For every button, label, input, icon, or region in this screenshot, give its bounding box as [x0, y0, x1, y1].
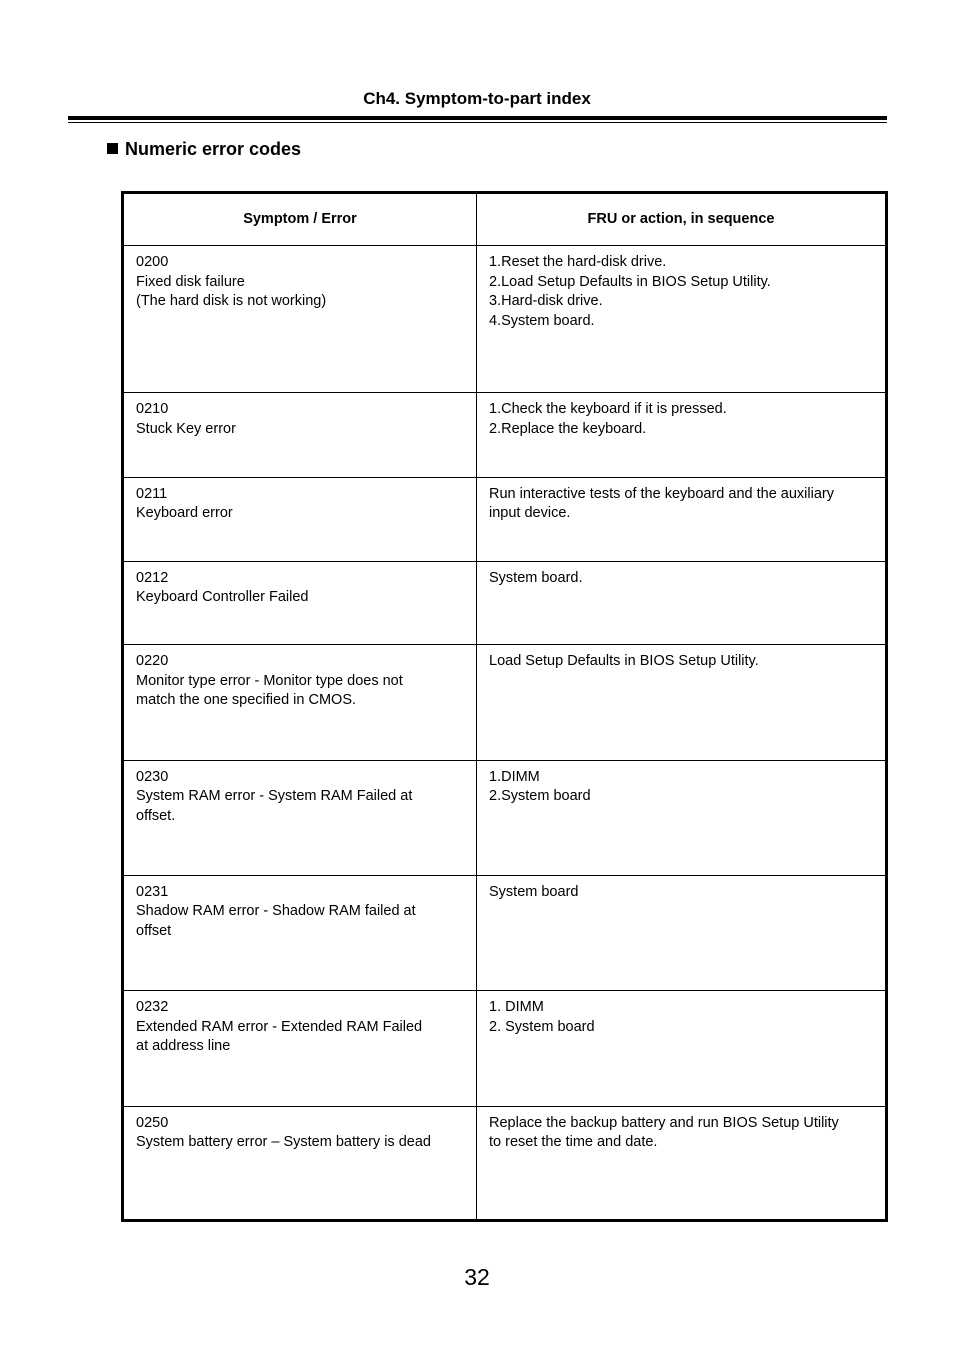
error-codes-table [121, 191, 888, 1222]
error-code: 0200 [136, 254, 169, 270]
column-header-symptom: Symptom / Error [123, 193, 477, 246]
action-cell [477, 760, 887, 875]
column-header-action: FRU or action, in sequence [477, 193, 887, 246]
action-text: Load Setup Defaults in BIOS Setup Utility. [489, 653, 759, 670]
error-code: 0210 [136, 401, 169, 418]
action-text: 1.DIMM [489, 768, 540, 785]
table-row [123, 561, 887, 644]
symptom-cell [123, 477, 477, 561]
table-row [123, 760, 887, 875]
action-text: 3.Hard-disk drive. [489, 293, 603, 309]
action-text: 2. System board [489, 1018, 595, 1035]
symptom-text: Stuck Key error [136, 420, 236, 437]
action-text: System board. [489, 569, 583, 586]
page-header-title: Ch4. Symptom-to-part index [363, 89, 591, 108]
error-code: 0220 [136, 653, 169, 670]
action-text: 2.Load Setup Defaults in BIOS Setup Utility. [489, 273, 771, 290]
symptom-text: System RAM error - System RAM Failed at [136, 788, 413, 805]
action-text: System board [489, 883, 579, 900]
action-text: Replace the backup battery and run BIOS Setup Utility [489, 1114, 839, 1131]
square-bullet-icon [107, 143, 118, 154]
table-row [123, 1106, 887, 1220]
error-code: 0211 [136, 485, 168, 502]
header-rule-thick [68, 116, 887, 120]
symptom-text: Extended RAM error - Extended RAM Failed [136, 1018, 423, 1035]
action-text: 4.System board. [489, 312, 595, 329]
error-code: 0250 [136, 1114, 169, 1131]
symptom-text: offset [136, 922, 172, 939]
action-cell [477, 561, 887, 644]
table-row [123, 875, 887, 990]
action-text: 1.Check the keyboard if it is pressed. [489, 401, 727, 418]
action-cell [477, 645, 887, 760]
table-row [123, 645, 887, 760]
action-text: Run interactive tests of the keyboard and the auxiliary [489, 485, 834, 502]
action-cell [477, 246, 887, 393]
symptom-text: Monitor type error - Monitor type does not [136, 672, 403, 689]
symptom-text: Keyboard Controller Failed [136, 589, 309, 606]
action-text: input device. [489, 505, 571, 522]
symptom-cell [123, 760, 477, 875]
action-cell [477, 1106, 887, 1220]
action-text: 1. DIMM [489, 999, 544, 1016]
table-row [123, 477, 887, 561]
action-text: 1.Reset the hard-disk drive. [489, 254, 667, 270]
symptom-text: Keyboard error [136, 505, 233, 522]
action-cell [477, 875, 887, 990]
table-row [123, 393, 887, 477]
symptom-text: Shadow RAM error - Shadow RAM failed at [136, 903, 416, 920]
action-text: to reset the time and date. [489, 1134, 658, 1151]
symptom-cell [123, 645, 477, 760]
table-row [123, 991, 887, 1106]
symptom-text: at address line [136, 1038, 231, 1055]
symptom-text: Fixed disk failure [136, 273, 245, 290]
symptom-cell [123, 875, 477, 990]
action-cell [477, 991, 887, 1106]
symptom-text: offset. [136, 807, 176, 824]
page-number: 32 [464, 1264, 490, 1290]
symptom-cell [123, 561, 477, 644]
error-code: 0212 [136, 569, 169, 586]
table-row [123, 246, 887, 393]
error-code: 0232 [136, 999, 169, 1016]
header-rule-thin [68, 122, 887, 123]
error-code: 0231 [136, 883, 169, 900]
symptom-text: match the one specified in CMOS. [136, 692, 357, 709]
action-cell [477, 477, 887, 561]
symptom-text: (The hard disk is not working) [136, 293, 327, 309]
table-header-row [123, 193, 887, 246]
section-heading-text: Numeric error codes [125, 139, 302, 159]
action-cell [477, 393, 887, 477]
symptom-text: System battery error – System battery is dead [136, 1134, 431, 1151]
symptom-cell [123, 246, 477, 393]
section-heading [107, 139, 301, 160]
action-text: 2.System board [489, 788, 591, 805]
action-text: 2.Replace the keyboard. [489, 420, 647, 437]
symptom-cell [123, 991, 477, 1106]
symptom-cell [123, 393, 477, 477]
error-code: 0230 [136, 768, 169, 785]
symptom-cell [123, 1106, 477, 1220]
